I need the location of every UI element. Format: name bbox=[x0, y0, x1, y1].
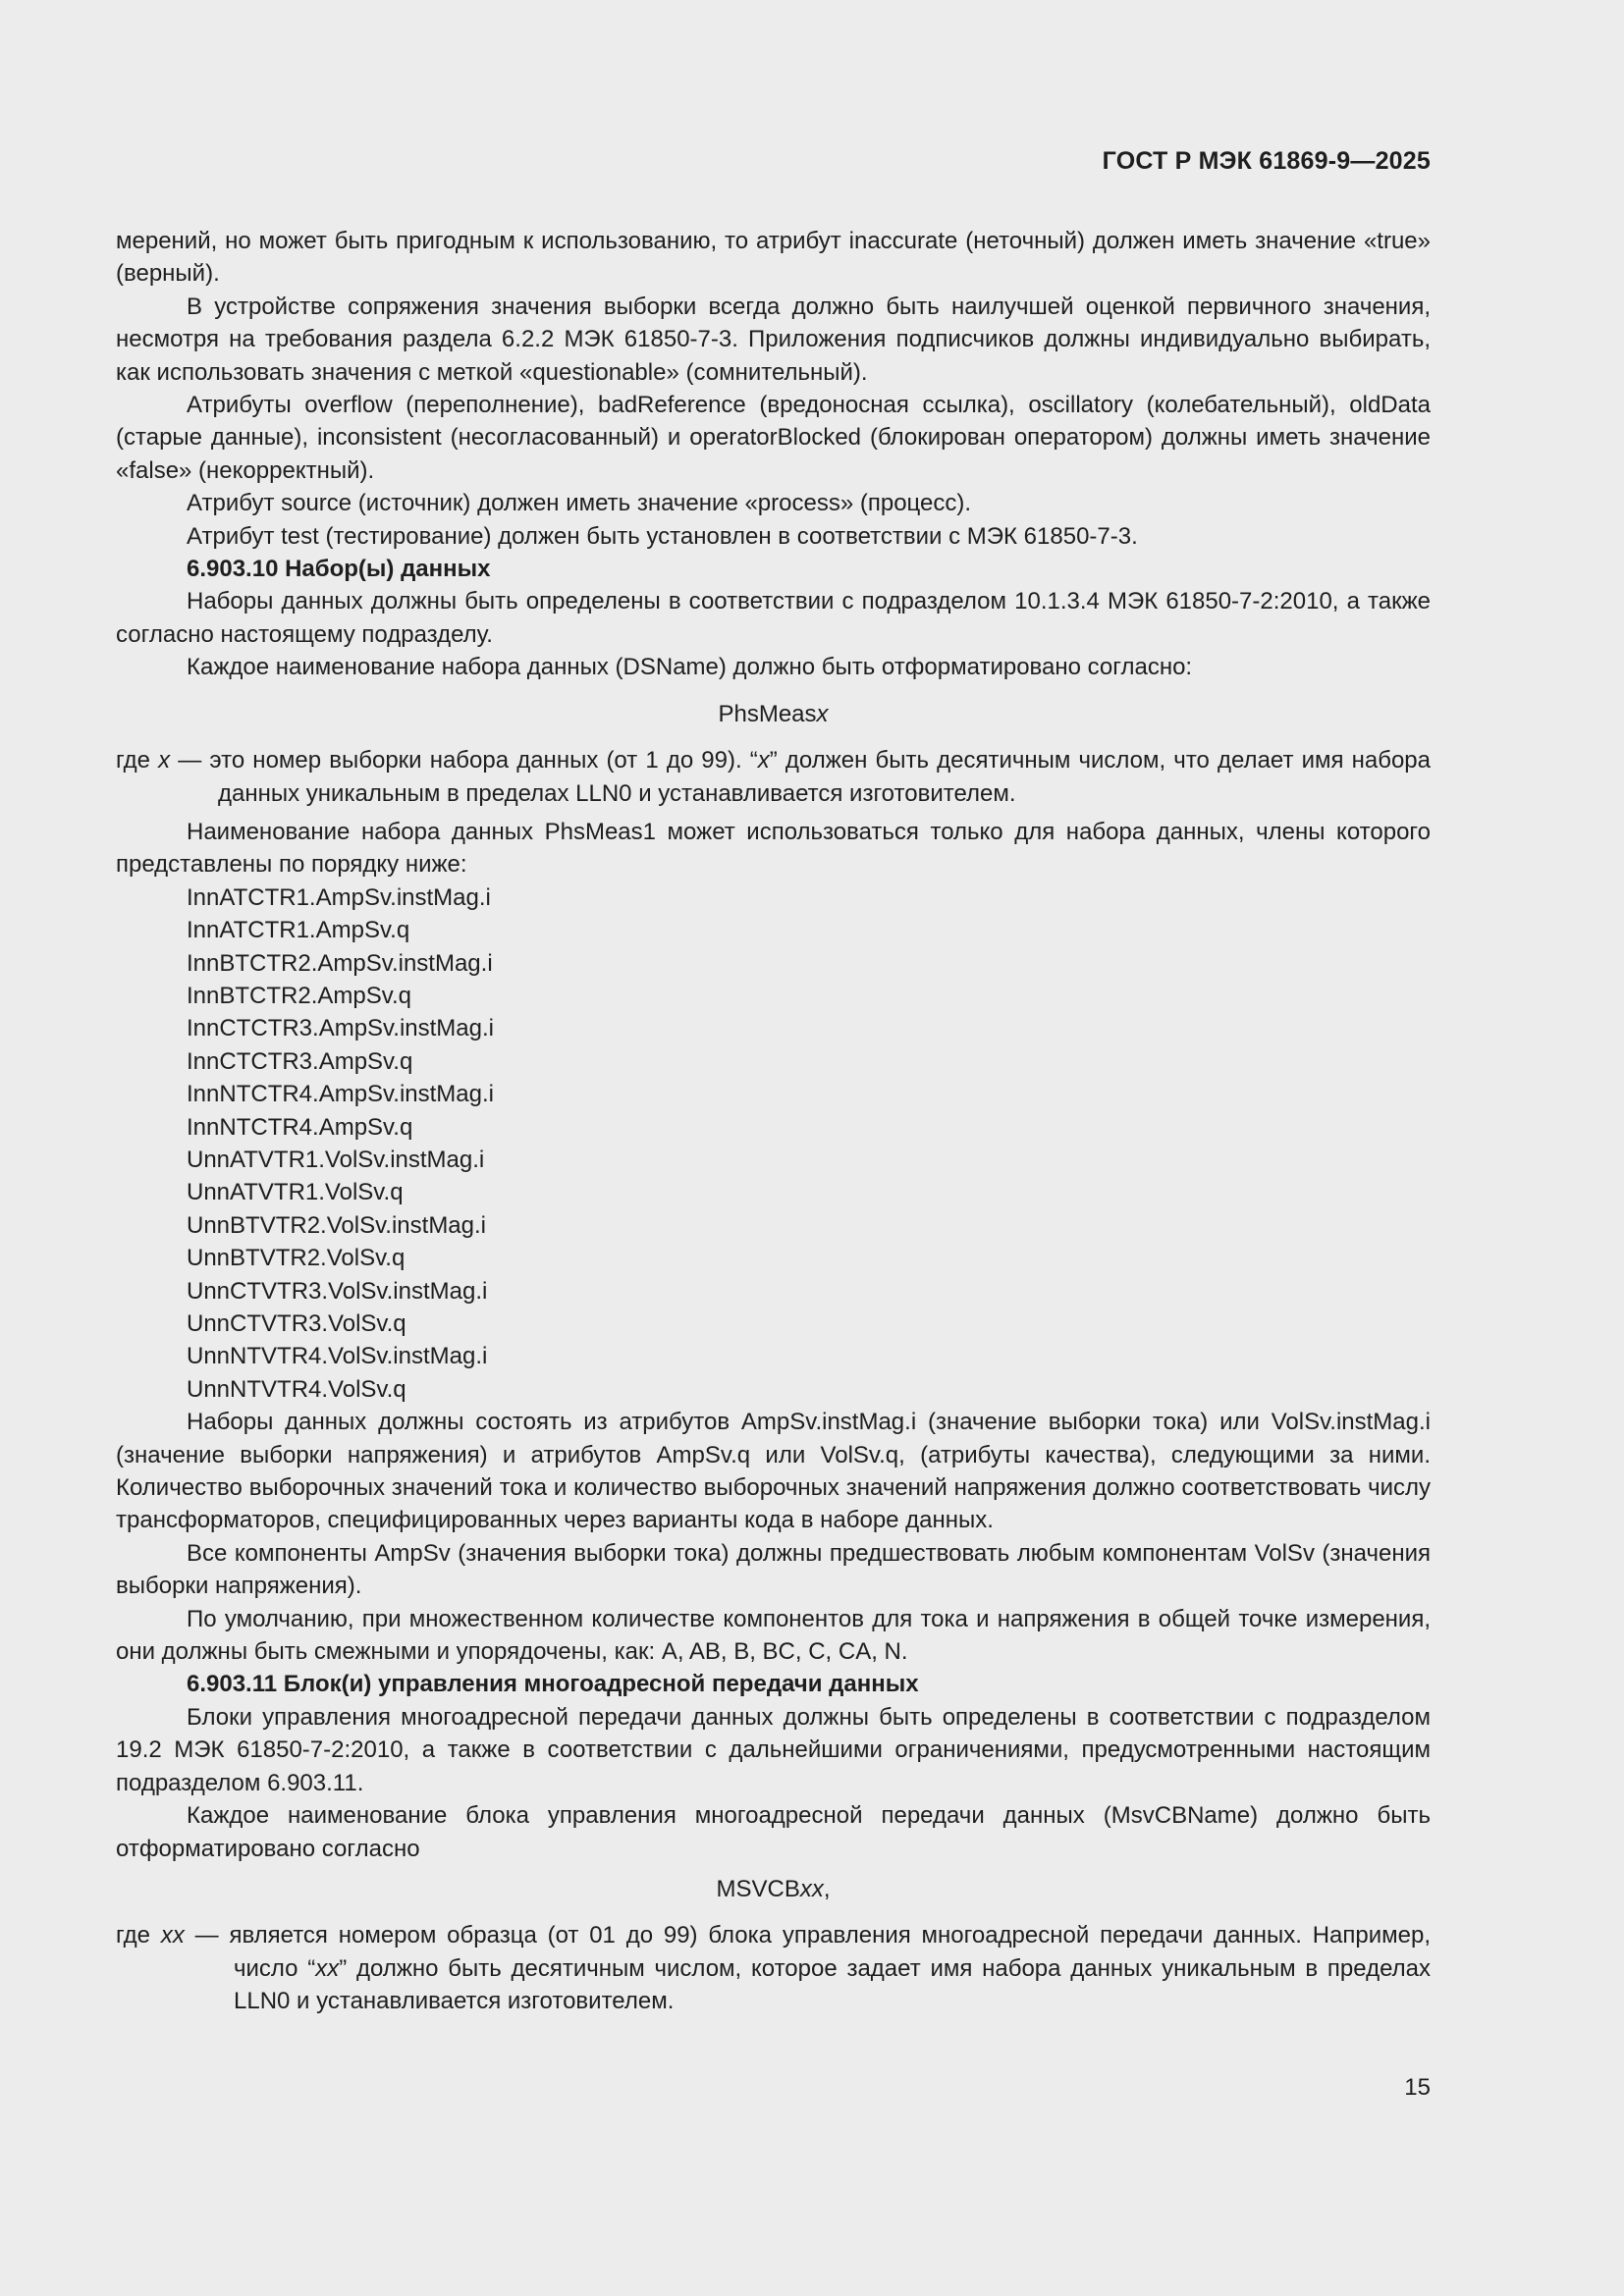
dataset-member-item: InnBTCTR2.AmpSv.q bbox=[187, 982, 411, 1009]
paragraph: Блоки управления многоадресной передачи данных должны быть определены в соответствии с подразделом 19.2 МЭК 61850-7-2:2010, а также в соответствии с дальнейшими ограничениями, предусмотренными настоящим подразделом 6.903.11. bbox=[116, 1703, 1431, 1796]
where-variable: x bbox=[757, 747, 770, 774]
page-number: 15 bbox=[1404, 2074, 1431, 2101]
dataset-member-item: InnNTCTR4.AmpSv.q bbox=[187, 1113, 413, 1141]
dataset-member-item: UnnATVTR1.VolSv.q bbox=[187, 1179, 404, 1206]
dataset-member-item: UnnCTVTR3.VolSv.instMag.i bbox=[187, 1277, 488, 1305]
where-clause bbox=[116, 1919, 1431, 2017]
where-prefix: где bbox=[116, 1922, 161, 1949]
document-page bbox=[116, 0, 1431, 2296]
where-variable: x bbox=[158, 747, 171, 774]
paragraph: Наименование набора данных PhsMeas1 может использоваться только для набора данных, члены которого представлены по порядку ниже: bbox=[116, 818, 1431, 879]
paragraph: Наборы данных должны быть определены в соответствии с подразделом 10.1.3.4 МЭК 61850-7-2:2010, а также согласно настоящему подразделу. bbox=[116, 588, 1431, 648]
dataset-member-item: InnATCTR1.AmpSv.instMag.i bbox=[187, 883, 491, 911]
formula-dsname bbox=[116, 698, 1431, 730]
where-variable: xx bbox=[160, 1922, 185, 1949]
formula-msvcbname bbox=[116, 1873, 1431, 1905]
dataset-member-item: UnnBTVTR2.VolSv.q bbox=[187, 1245, 406, 1272]
dataset-member-item: InnNTCTR4.AmpSv.instMag.i bbox=[187, 1081, 494, 1108]
paragraph: Все компоненты AmpSv (значения выборки тока) должны предшествовать любым компонентам VolSv (значения выборки напряжения). bbox=[116, 1539, 1431, 1600]
paragraph: Каждое наименование набора данных (DSName) должно быть отформатировано согласно: bbox=[187, 654, 1193, 681]
where-text: ” должен быть десятичным числом, что делает имя набора данных уникальным в пределах LLN0 и устанавливается изготовителем. bbox=[218, 747, 1431, 807]
paragraph: мерений, но может быть пригодным к использованию, то атрибут inaccurate (неточный) должен иметь значение «true» (верный). bbox=[116, 228, 1431, 288]
paragraph: Наборы данных должны состоять из атрибутов AmpSv.instMag.i (значение выборки тока) или VolSv.instMag.i (значение выборки напряжения) и атрибутов AmpSv.q или VolSv.q, (атрибуты качества), следующими за ними. Количество выборочных значений тока и количество выборочных значений напряжения должно соответствовать числу трансформаторов, специфицированных через варианты кода в наборе данных. bbox=[116, 1409, 1431, 1534]
formula-variable: x bbox=[816, 700, 829, 727]
paragraph: Атрибут source (источник) должен иметь значение «process» (процесс). bbox=[187, 490, 972, 517]
formula-base: MSVCB bbox=[716, 1875, 800, 1902]
dataset-member-item: InnCTCTR3.AmpSv.q bbox=[187, 1047, 413, 1075]
paragraph: Атрибуты overflow (переполнение), badReference (вредоносная ссылка), oscillatory (колебательный), oldData (старые данные), inconsistent (несогласованный) и operatorBlocked (блокирован оператором) должны иметь значение «false» (некорректный). bbox=[116, 392, 1431, 484]
where-text: — это номер выборки набора данных (от 1 до 99). “ bbox=[170, 747, 758, 774]
dataset-member-item: UnnNTVTR4.VolSv.q bbox=[187, 1375, 406, 1403]
paragraph: Каждое наименование блока управления многоадресной передачи данных (MsvCBName) должно быть отформатировано согласно bbox=[116, 1802, 1431, 1862]
section-heading: 6.903.10 Набор(ы) данных bbox=[187, 556, 491, 583]
dataset-member-item: UnnATVTR1.VolSv.instMag.i bbox=[187, 1146, 485, 1173]
paragraph: Атрибут test (тестирование) должен быть установлен в соответствии с МЭК 61850-7-3. bbox=[187, 522, 1138, 550]
dataset-member-item: InnATCTR1.AmpSv.q bbox=[187, 917, 410, 944]
formula-variable: xx bbox=[799, 1875, 824, 1902]
where-text: — является номером образца (от 01 до 99) блока управления многоадресной передачи данных. Например, число “ bbox=[184, 1922, 1431, 1982]
dataset-member-item: UnnCTVTR3.VolSv.q bbox=[187, 1310, 406, 1337]
document-header: ГОСТ Р МЭК 61869-9—2025 bbox=[1102, 147, 1431, 175]
dataset-member-item: UnnBTVTR2.VolSv.instMag.i bbox=[187, 1211, 487, 1239]
dataset-member-item: InnCTCTR3.AmpSv.instMag.i bbox=[187, 1015, 494, 1042]
dataset-member-item: InnBTCTR2.AmpSv.instMag.i bbox=[187, 949, 493, 977]
where-text: ” должно быть десятичным числом, которое задает имя набора данных уникальным в пределах LLN0 и устанавливается изготовителем. bbox=[234, 1954, 1431, 2015]
formula-base: PhsMeas bbox=[718, 700, 817, 727]
section-heading: 6.903.11 Блок(и) управления многоадресной передачи данных bbox=[187, 1671, 919, 1698]
paragraph: По умолчанию, при множественном количестве компонентов для тока и напряжения в общей точке измерения, они должны быть смежными и упорядочены, как: A, AB, B, BC, C, CA, N. bbox=[116, 1605, 1431, 1666]
document-body bbox=[116, 225, 1431, 2018]
dataset-member-list bbox=[116, 881, 1431, 1407]
where-clause bbox=[116, 744, 1431, 810]
formula-suffix: , bbox=[823, 1875, 831, 1902]
paragraph: В устройстве сопряжения значения выборки всегда должно быть наилучшей оценкой первичного значения, несмотря на требования раздела 6.2.2 МЭК 61850-7-3. Приложения подписчиков должны индивидуально выбирать, как использовать значения с меткой «questionable» (сомнительный). bbox=[116, 293, 1431, 386]
where-variable: xx bbox=[315, 1954, 340, 1982]
where-prefix: где bbox=[116, 747, 159, 774]
dataset-member-item: UnnNTVTR4.VolSv.instMag.i bbox=[187, 1343, 488, 1370]
